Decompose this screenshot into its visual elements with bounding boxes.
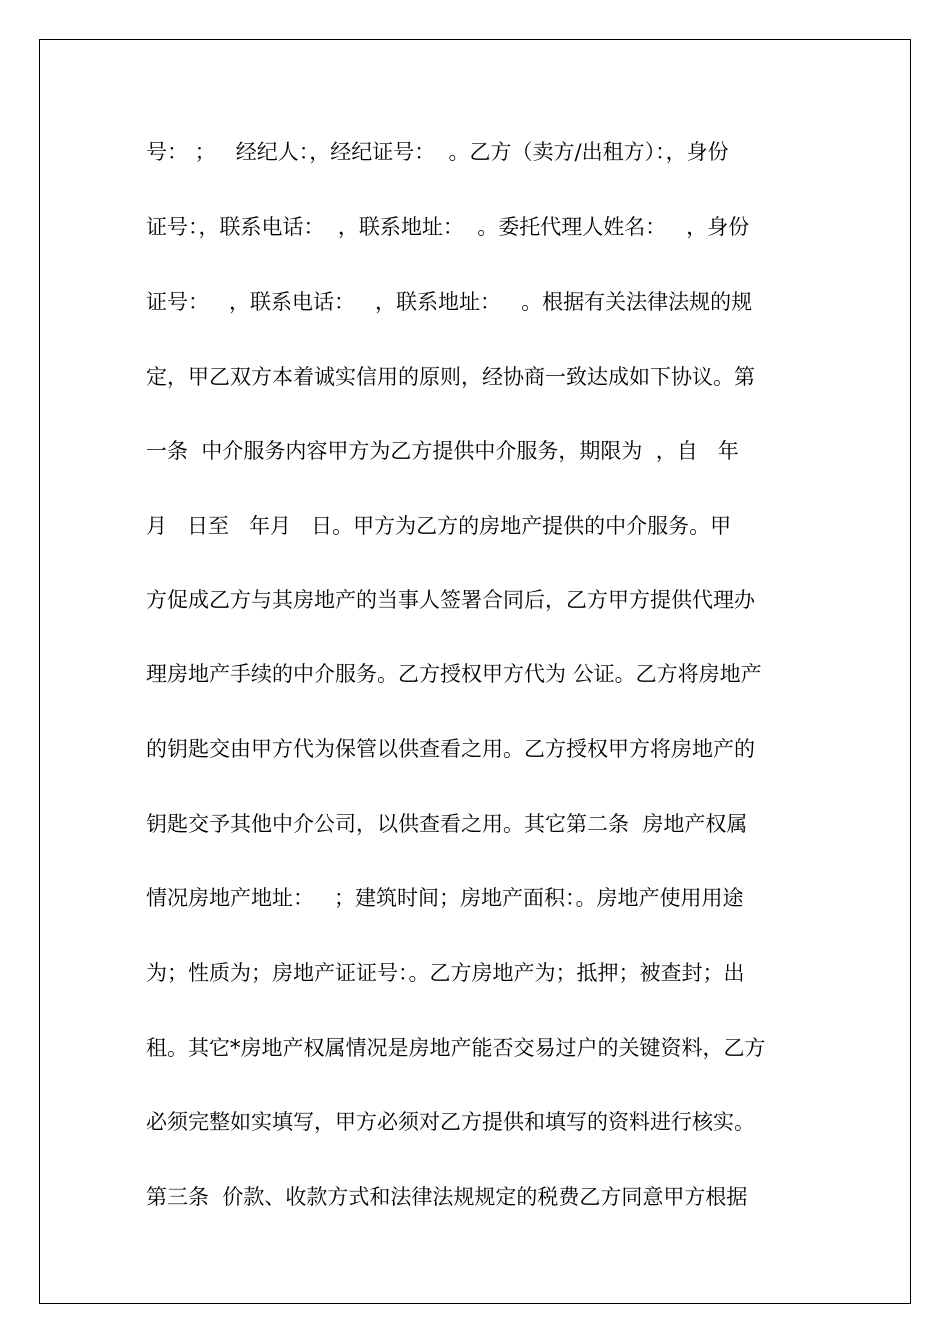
text-line-4: 定，甲乙双方本着诚实信用的原则，经协商一致达成如下协议。第 (146, 365, 755, 389)
text-line-12: 为；性质为；房地产证证号：。乙方房地产为；抵押；被查封；出 (146, 961, 745, 985)
text-line-6: 月 日至 年月 日。甲方为乙方的房地产提供的中介服务。甲 (146, 514, 732, 538)
text-line-2: 证号：，联系电话： ，联系地址： 。委托代理人姓名： ，身份 (146, 215, 750, 239)
text-line-8: 理房地产手续的中介服务。乙方授权甲方代为 公证。乙方将房地产 (146, 662, 762, 686)
text-line-10: 钥匙交予其他中介公司，以供查看之用。其它第二条 房地产权属 (146, 812, 748, 836)
text-line-13: 租。其它*房地产权属情况是房地产能否交易过户的关键资料，乙方 (146, 1036, 766, 1060)
text-line-11: 情况房地产地址： ；建筑时间；房地产面积：。房地产使用用途 (146, 886, 744, 910)
text-line-5: 一条 中介服务内容甲方为乙方提供中介服务，期限为 ，自 年 (146, 439, 739, 463)
text-line-9: 的钥匙交由甲方代为保管以供查看之用。乙方授权甲方将房地产的 (146, 737, 755, 761)
text-line-14: 必须完整如实填写，甲方必须对乙方提供和填写的资料进行核实。 (146, 1110, 755, 1134)
text-line-3: 证号： ，联系电话： ，联系地址： 。根据有关法律法规的规 (146, 290, 753, 314)
text-line-1: 号： ； 经纪人：，经纪证号： 。乙方（卖方/出租方）：，身份 (146, 140, 729, 164)
text-line-15: 第三条 价款、收款方式和法律法规规定的税费乙方同意甲方根据 (146, 1185, 748, 1209)
text-line-7: 方促成乙方与其房地产的当事人签署合同后，乙方甲方提供代理办 (146, 588, 755, 612)
